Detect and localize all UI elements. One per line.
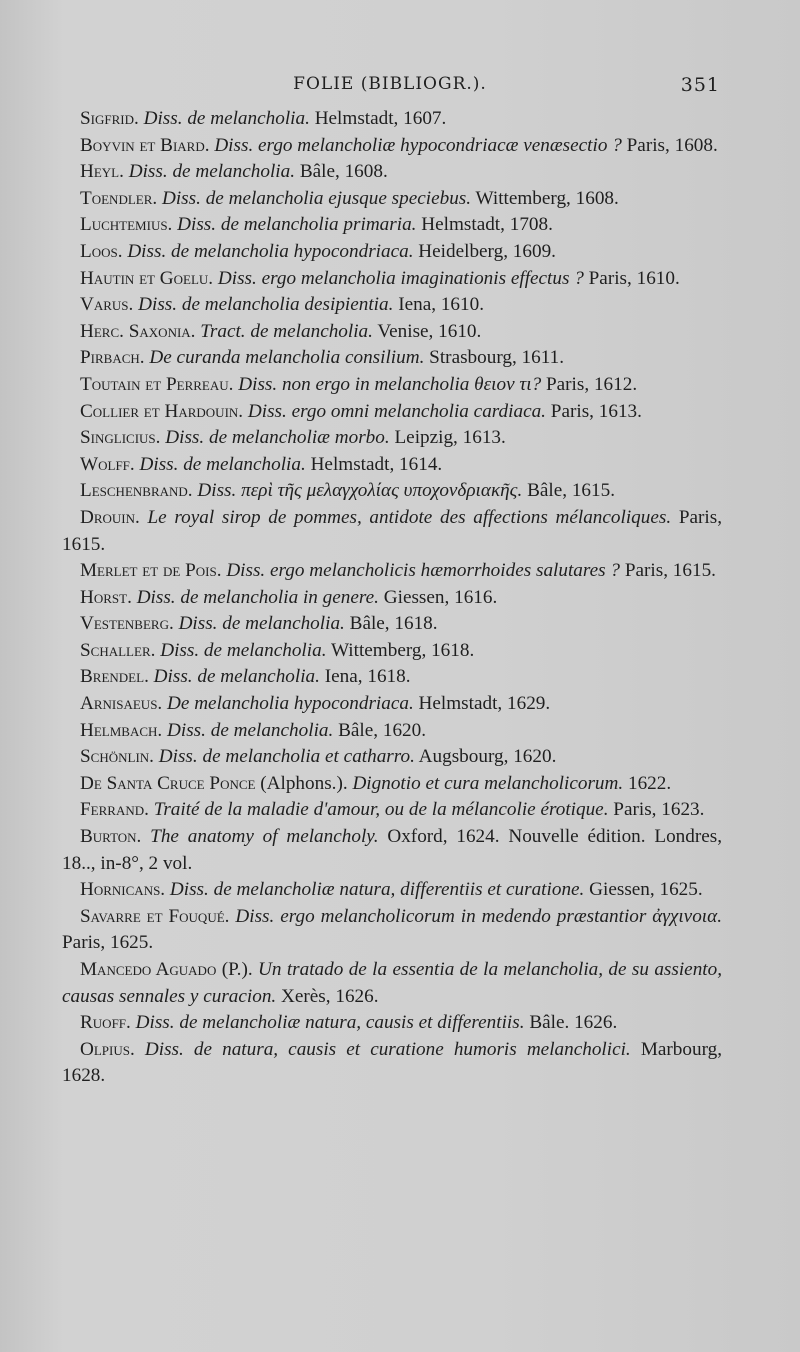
- bibliography-entry: [62, 771, 722, 798]
- entry-title: Diss. de melancholia.: [128, 161, 296, 183]
- bibliography-entry: [62, 1010, 722, 1037]
- entry-title: Diss. de melancholia in genere.: [136, 586, 379, 608]
- entry-author: Mancedo Aguado: [80, 959, 217, 980]
- entry-author: Toutain et Perreau.: [80, 373, 234, 395]
- entry-title: Diss. de melancholia.: [143, 108, 310, 129]
- entry-author: Helmbach.: [80, 719, 163, 741]
- entry-title: Diss. ergo melancholicis hæmorrhoides salutares ?: [226, 560, 621, 582]
- entry-title: Diss. de natura, causis et curatione humoris melancholici.: [144, 1038, 631, 1060]
- entry-imprint: Paris, 1625.: [62, 932, 154, 954]
- bibliography-entry: [62, 212, 722, 239]
- entry-author: Ruoff.: [80, 1012, 131, 1034]
- entry-imprint: Giessen, 1616.: [383, 586, 498, 608]
- bibliography-entry: [62, 744, 722, 771]
- entry-imprint: Paris, 1615.: [624, 560, 716, 582]
- entry-imprint: Paris, 1610.: [588, 267, 680, 289]
- entry-title: Diss. ergo melancholiæ hypocondriacæ venæsectio ?: [214, 134, 622, 156]
- entry-title: Un tratado de la essentia de la melancholia, de su assiento, causas sennales y curacion.: [62, 959, 723, 1007]
- entry-author: Collier et Hardouin.: [80, 400, 244, 422]
- entry-title: Diss. de melancholia.: [153, 666, 320, 688]
- entry-author-detail: (P.).: [221, 959, 253, 980]
- entry-title: Diss. de melancholia et catharro.: [158, 746, 415, 768]
- entry-author: Merlet et de Pois.: [80, 560, 222, 582]
- bibliography-entry: [62, 505, 722, 558]
- entry-imprint: Bâle, 1620.: [338, 719, 427, 741]
- running-title: FOLIE (BIBLIOGR.).: [293, 74, 487, 94]
- entry-author: Boyvin et Biard.: [80, 134, 210, 156]
- entry-imprint: Helmstadt, 1629.: [418, 693, 551, 715]
- entry-title: De melancholia hypocondriaca.: [167, 693, 414, 715]
- entry-author: Savarre et Fouqué.: [80, 905, 230, 927]
- bibliography-entry: [62, 904, 722, 957]
- running-header: [60, 74, 720, 102]
- bibliography-list: [62, 106, 722, 1090]
- bibliography-entry: [62, 877, 722, 904]
- entry-imprint: Bâle, 1615.: [527, 480, 616, 502]
- entry-author-detail: (Alphons.).: [260, 772, 348, 794]
- entry-title: The anatomy of melancholy.: [150, 826, 379, 848]
- entry-imprint: Bâle, 1618.: [349, 613, 438, 635]
- bibliography-entry: [62, 1037, 722, 1090]
- bibliography-entry: [62, 718, 722, 745]
- entry-author: Leschenbrand.: [80, 480, 193, 502]
- entry-title: Diss. de melancholia.: [160, 639, 327, 661]
- bibliography-entry: [62, 638, 722, 665]
- entry-title: Le royal sirop de pommes, antidote des affections mélancoliques.: [147, 506, 672, 528]
- bibliography-entry: [62, 133, 722, 160]
- bibliography-entry: [62, 399, 722, 426]
- bibliography-entry: [62, 345, 722, 372]
- entry-author: Loos.: [80, 240, 123, 262]
- entry-imprint: Iena, 1618.: [324, 666, 411, 688]
- bibliography-entry: [62, 797, 722, 824]
- entry-imprint: Wittemberg, 1608.: [475, 187, 619, 209]
- entry-imprint: Helmstadt, 1607.: [314, 108, 447, 129]
- entry-author: Olpius.: [80, 1038, 135, 1060]
- entry-imprint: Leipzig, 1613.: [394, 427, 506, 449]
- entry-author: Hornicans.: [80, 879, 166, 901]
- bibliography-entry: [62, 106, 722, 133]
- entry-title: Traité de la maladie d'amour, ou de la mélancolie érotique.: [153, 799, 609, 821]
- entry-imprint: Bâle. 1626.: [529, 1012, 618, 1034]
- bibliography-entry: [62, 186, 722, 213]
- bibliography-entry: [62, 372, 722, 399]
- bibliography-entry: [62, 239, 722, 266]
- entry-title: Diss. de melancholia primaria.: [177, 214, 417, 236]
- entry-title: Diss. de melancholia.: [167, 719, 334, 741]
- bibliography-entry: [62, 824, 722, 877]
- bibliography-entry: [62, 691, 722, 718]
- entry-imprint: Xerès, 1626.: [281, 985, 379, 1007]
- bibliography-entry: [62, 159, 722, 186]
- bibliography-entry: [62, 957, 722, 1010]
- entry-author: Singlicius.: [80, 427, 161, 449]
- entry-imprint: Venise, 1610.: [377, 320, 482, 342]
- entry-imprint: Strasbourg, 1611.: [429, 347, 565, 369]
- entry-author: Varus.: [80, 294, 134, 316]
- entry-imprint: Wittemberg, 1618.: [330, 639, 475, 661]
- entry-imprint: Paris, 1608.: [626, 134, 718, 156]
- entry-title: Diss. de melancholiæ morbo.: [165, 427, 390, 449]
- entry-imprint: Augsbourg, 1620.: [418, 746, 557, 768]
- entry-title: Diss. ergo melancholia imaginationis effectus ?: [217, 267, 584, 289]
- entry-author: De Santa Cruce Ponce: [80, 772, 256, 794]
- entry-author: Vestenberg.: [80, 613, 174, 635]
- entry-author: Burton.: [80, 826, 142, 848]
- entry-title: Tract. de melancholia.: [200, 320, 373, 342]
- bibliography-entry: [62, 452, 722, 479]
- bibliography-entry: [62, 664, 722, 691]
- entry-imprint: Paris, 1613.: [550, 400, 642, 422]
- entry-author: Luchtemius.: [80, 214, 173, 236]
- entry-title: De curanda melancholia consilium.: [149, 347, 425, 369]
- entry-imprint: Paris, 1612.: [545, 373, 638, 395]
- entry-imprint: Helmstadt, 1708.: [421, 214, 553, 236]
- entry-title: Diss. περὶ τῆς μελαγχολίας υποχονδριακῆς.: [197, 480, 523, 502]
- entry-author: Hautin et Goelu.: [80, 267, 214, 289]
- entry-imprint: Oxford, 1624. Nouvelle édition. Londres, 18.., in-8°, 2 vol.: [62, 826, 723, 874]
- entry-imprint: Bâle, 1608.: [299, 161, 388, 183]
- entry-title: Diss. de melancholia hypocondriaca.: [127, 240, 414, 262]
- entry-author: Heyl.: [80, 161, 124, 183]
- entry-title: Diss. ergo melancholicorum in medendo præstantior ἀγχινοια.: [235, 905, 722, 927]
- entry-imprint: Paris, 1615.: [62, 506, 723, 555]
- entry-imprint: Iena, 1610.: [398, 294, 484, 316]
- entry-title: Diss. de melancholia.: [178, 613, 345, 635]
- entry-author: Ferrand.: [80, 799, 149, 821]
- entry-author: Horst.: [80, 586, 132, 608]
- entry-author: Drouin.: [80, 506, 140, 528]
- bibliography-entry: [62, 292, 722, 319]
- entry-author: Brendel.: [80, 666, 149, 688]
- entry-title: Diss. ergo omni melancholia cardiaca.: [247, 400, 546, 422]
- entry-author: Arnisaeus.: [80, 693, 163, 715]
- entry-imprint: Paris, 1623.: [613, 799, 705, 821]
- entry-author: Wolff.: [80, 453, 135, 475]
- entry-title: Diss. non ergo in melancholia θειον τι?: [238, 373, 542, 395]
- entry-author: Herc. Saxonia.: [80, 320, 196, 342]
- entry-imprint: Heidelberg, 1609.: [418, 240, 556, 262]
- bibliography-entry: [62, 585, 722, 612]
- entry-title: Diss. de melancholia.: [139, 453, 306, 475]
- entry-title: Diss. de melancholia desipientia.: [138, 294, 394, 316]
- bibliography-entry: [62, 319, 722, 346]
- entry-title: Diss. de melancholiæ natura, differentiis et curatione.: [169, 879, 585, 901]
- bibliography-entry: [62, 478, 722, 505]
- page-number: 351: [680, 74, 720, 96]
- bibliography-entry: [62, 266, 722, 293]
- entry-title: Dignotio et cura melancholicorum.: [352, 772, 624, 794]
- entry-imprint: Marbourg, 1628.: [62, 1038, 723, 1087]
- entry-author: Schaller.: [80, 639, 156, 661]
- entry-author: Toendler.: [80, 187, 158, 209]
- entry-imprint: Helmstadt, 1614.: [310, 453, 443, 475]
- entry-author: Schönlin.: [80, 746, 154, 768]
- bibliography-entry: [62, 611, 722, 638]
- entry-title: Diss. de melancholiæ natura, causis et differentiis.: [135, 1012, 525, 1034]
- entry-imprint: 1622.: [627, 772, 672, 794]
- entry-title: Diss. de melancholia ejusque speciebus.: [161, 187, 472, 209]
- entry-author: Sigfrid.: [80, 108, 139, 129]
- bibliography-entry: [62, 558, 722, 585]
- entry-author: Pirbach.: [80, 347, 145, 369]
- entry-imprint: Giessen, 1625.: [589, 879, 703, 901]
- bibliography-entry: [62, 425, 722, 452]
